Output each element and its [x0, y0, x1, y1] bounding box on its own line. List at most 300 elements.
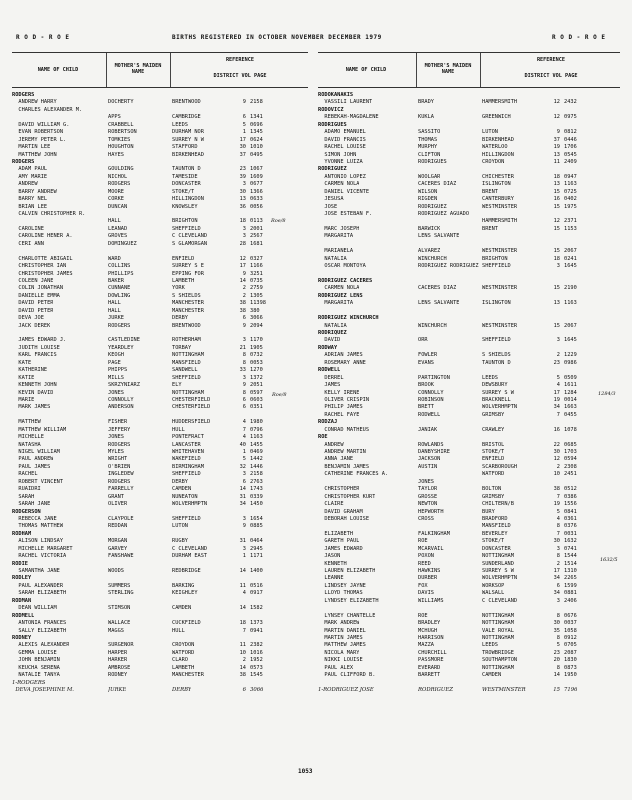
page-ref: 2432 — [564, 99, 577, 106]
district: BRIGHTON — [172, 218, 198, 225]
volume: 15 — [553, 225, 560, 232]
mother-maiden-name: CONNOLLY — [108, 396, 134, 403]
district: BRADFORD — [482, 515, 508, 522]
mother-maiden-name: BRADY — [418, 99, 434, 106]
district: SOUTHAMPTON — [482, 657, 518, 664]
register-entry — [318, 271, 620, 278]
mother-maiden-name: RODRIGUEZ — [418, 203, 447, 210]
child-name: GEMMA LOUISE — [12, 649, 57, 656]
page-ref: 7196 — [564, 687, 578, 693]
page-ref: 3066 — [250, 315, 263, 322]
child-name: VASSILI LAURENT — [318, 99, 373, 106]
child-name: MARGARITA — [318, 233, 354, 240]
register-entry — [12, 144, 308, 151]
district: BOLTON — [482, 486, 502, 493]
page-ref: 0361 — [564, 515, 577, 522]
mother-maiden-name: REDDAN — [108, 523, 128, 530]
child-name: DAVID FRANCIS — [318, 136, 366, 143]
page-ref: 0603 — [250, 396, 263, 403]
child-name: ANNA JANE — [318, 456, 354, 463]
page-ref: 1373 — [250, 620, 263, 627]
district: LEEDS — [482, 374, 498, 381]
mother-maiden-name: THOMAS — [418, 136, 438, 143]
register-entry — [318, 442, 620, 449]
mother-maiden-name: CLIFTON — [418, 151, 441, 158]
register-entry — [318, 657, 620, 664]
page-ref: 0624 — [250, 136, 263, 143]
register-entry — [12, 620, 308, 627]
child-name: COLEEN JANE — [12, 277, 54, 284]
child-name: RODIE — [12, 560, 28, 567]
district: WESTMINSTER — [482, 285, 518, 292]
surname-heading — [318, 293, 620, 300]
child-name: DEBORAH LOUISE — [318, 515, 370, 522]
volume: 30 — [239, 144, 246, 151]
surname-heading — [318, 419, 620, 426]
volume: 3 — [242, 545, 246, 552]
page-ref: 2067 — [564, 248, 577, 255]
mother-maiden-name: HARPER — [108, 649, 128, 656]
district: NOTTINGHAM — [172, 389, 204, 396]
volume: 34 — [239, 501, 246, 508]
register-entry — [12, 152, 308, 159]
district: DERBY — [172, 315, 188, 322]
mother-maiden-name: CLAYPOLE — [108, 515, 134, 522]
page-ref: 1153 — [564, 225, 577, 232]
page-ref: 0881 — [564, 590, 577, 597]
district: WATERLOO — [482, 144, 508, 151]
district: WESTMINSTER — [482, 203, 518, 210]
child-name: DAVID PETER — [12, 300, 54, 307]
register-entry — [318, 285, 620, 292]
district: SCARBOROUGH — [482, 463, 518, 470]
register-entry — [318, 427, 620, 434]
page-ref: 2409 — [564, 158, 577, 165]
register-entry — [318, 538, 620, 545]
volume: 6 — [242, 114, 246, 121]
col-reference-heading: REFERENCE — [225, 57, 255, 63]
district: TAUNTON D — [482, 359, 511, 366]
child-name: DAVID WILLIAM G. — [12, 121, 70, 128]
volume: 15 — [553, 203, 560, 210]
page-ref: 0402 — [564, 196, 577, 203]
mother-maiden-name: HAYES — [108, 151, 124, 158]
register-entry — [318, 486, 620, 493]
volume: 32 — [239, 463, 246, 470]
volume: 14 — [239, 664, 246, 671]
child-name: SAMANTHA JANE — [12, 568, 60, 574]
district: YORK — [172, 285, 185, 292]
register-entry — [12, 434, 308, 441]
page-ref: 1975 — [564, 203, 577, 210]
volume: 10 — [553, 471, 560, 478]
volume: 30 — [239, 188, 246, 195]
divider — [480, 53, 481, 87]
page-ref: 1952 — [250, 657, 263, 664]
register-entry — [12, 323, 308, 330]
register-entry — [12, 375, 308, 382]
district: WESTMINSTER — [482, 322, 518, 329]
district: BARKING — [172, 582, 195, 589]
district: BURY — [482, 508, 495, 515]
volume: 2 — [242, 292, 246, 299]
page-ref: 0841 — [564, 508, 577, 515]
register-entry — [12, 568, 308, 575]
volume: 7 — [556, 530, 560, 537]
mother-maiden-name: FOX — [418, 582, 428, 589]
page-ref: 0812 — [564, 129, 577, 136]
handwritten-note: 1284/3 — [598, 391, 616, 397]
district: BIRKENHEAD — [172, 151, 204, 158]
mother-maiden-name: CACERES DIAZ — [418, 181, 457, 188]
volume: 11 — [239, 582, 246, 589]
volume: 8 — [556, 523, 560, 530]
surname-heading — [318, 278, 620, 285]
district: C CLEVELAND — [172, 233, 208, 240]
register-entry — [318, 590, 620, 597]
page-ref: 0725 — [564, 188, 577, 195]
mother-maiden-name: KUKLA — [418, 114, 434, 121]
district: CROYDON — [482, 158, 505, 165]
mother-maiden-name: MOORE — [108, 188, 124, 195]
mother-maiden-name: SURGENOR — [108, 642, 134, 649]
register-entry — [12, 293, 308, 300]
district: CAMDEN — [172, 486, 192, 493]
register-entry — [318, 553, 620, 560]
register-entry — [318, 598, 620, 605]
district: MANCHESTER — [172, 300, 204, 307]
page-ref: 0885 — [250, 523, 263, 530]
register-entry — [12, 271, 308, 278]
child-name: KATHERINE — [12, 367, 48, 374]
district: GRIMSBY — [482, 493, 505, 500]
page-ref: 2190 — [564, 285, 577, 292]
volume: 18 — [239, 218, 246, 225]
mother-maiden-name: ROE — [418, 538, 428, 545]
child-name: CAROLINE — [12, 225, 44, 232]
volume: 38 — [239, 672, 246, 679]
district: SHEFFIELD — [172, 225, 201, 232]
district: STOKE/T — [482, 538, 505, 545]
col-reference-heading: REFERENCE — [536, 57, 566, 63]
mother-maiden-name: HALL — [108, 300, 121, 307]
district: BIRKENHEAD — [482, 136, 514, 143]
mother-maiden-name: HARRISON — [418, 634, 444, 641]
register-entry — [12, 114, 308, 121]
child-name: PHILIP JAMES — [318, 404, 363, 411]
child-name: ANDREW HARRY — [12, 99, 57, 106]
mother-maiden-name: JURKE — [108, 687, 127, 693]
district: NOTTINGHAM — [172, 352, 204, 359]
mother-maiden-name: JONES — [108, 389, 124, 396]
child-name: CATHERINE FRANCES A. — [318, 471, 389, 478]
register-entry — [12, 449, 308, 456]
page-ref: 0327 — [250, 255, 263, 262]
child-name: MATTHEW — [12, 419, 41, 426]
district: WATFORD — [172, 649, 195, 656]
child-name: CHARLES ALEXANDER M. — [12, 106, 83, 113]
mother-maiden-name: GOULDING — [108, 166, 134, 173]
volume: 36 — [239, 203, 246, 210]
district: LEEDS — [482, 642, 498, 649]
register-entry — [318, 137, 620, 144]
child-name: YVONNE LUIZA — [318, 158, 363, 165]
page-ref: 2406 — [564, 597, 577, 604]
volume: 5 — [556, 642, 560, 649]
child-name: RODHAM — [12, 530, 32, 537]
mother-maiden-name: LENS SALVANTE — [418, 300, 460, 307]
page-ref: 0873 — [564, 664, 577, 671]
child-name: JACK DEREK — [12, 322, 51, 329]
volume: 12 — [553, 99, 560, 106]
district: CANTERBURY — [482, 196, 514, 203]
surname-heading — [318, 166, 620, 173]
mother-maiden-name: JURKE — [108, 315, 124, 322]
mother-maiden-name: RODNEY — [108, 672, 128, 679]
register-entry — [12, 189, 308, 196]
child-name: MARGARITA — [318, 300, 354, 307]
register-entry — [12, 263, 308, 270]
volume: 18 — [239, 620, 246, 627]
child-name: CARMEN NOLA — [318, 285, 360, 292]
district: HILLINGDON — [172, 196, 204, 203]
district: DONCASTER — [172, 181, 201, 188]
child-name: CONRAD MATHEUS — [318, 426, 370, 433]
district: WATFORD — [482, 471, 505, 478]
register-entry — [318, 233, 620, 240]
register-entry — [318, 464, 620, 471]
district: WOLVERHMPTN — [482, 404, 518, 411]
register-entry — [12, 241, 308, 248]
volume: 14 — [239, 486, 246, 493]
volume: 35 — [553, 627, 560, 634]
mother-maiden-name: CRABBELL — [108, 121, 134, 128]
mother-maiden-name: DOMINGUEZ — [108, 240, 137, 247]
page-ref: 0512 — [564, 486, 577, 493]
mother-maiden-name: MAZZA — [418, 642, 434, 649]
district: STAFFORD — [172, 144, 198, 151]
volume: 6 — [242, 396, 246, 403]
page-ref: 0376 — [564, 523, 577, 530]
child-name: 1-RODGERS — [12, 679, 46, 686]
page-ref: 1341 — [250, 114, 263, 121]
mother-maiden-name: CASTLEDINE — [108, 337, 140, 344]
mother-maiden-name: PHIPPS — [108, 367, 128, 374]
col-maiden-heading: MOTHER'S MAIDEN NAME — [424, 63, 472, 75]
child-name: MATTHEW JAMES — [318, 642, 366, 649]
volume: 9 — [242, 382, 246, 389]
register-entry — [318, 449, 620, 456]
register-entry — [318, 256, 620, 263]
child-name: MARTIN DANIEL — [318, 627, 366, 634]
register-entry — [12, 442, 308, 449]
child-name: AMY MARIE — [12, 173, 48, 180]
page-ref: 1703 — [564, 449, 577, 455]
child-name: RODGERS — [12, 158, 35, 165]
mother-maiden-name: BRADLEY — [418, 620, 441, 627]
register-entry — [12, 285, 308, 292]
page-ref: 1016 — [250, 649, 263, 656]
child-name: ADAM PAUL — [12, 166, 48, 173]
child-name: JASON — [318, 553, 341, 560]
mother-maiden-name: WOOLGAR — [418, 173, 441, 180]
district: ROTHERHAM — [172, 337, 201, 344]
volume: 12 — [553, 114, 560, 121]
page-ref: 1284 — [564, 389, 577, 396]
mother-maiden-name: CUNNANE — [108, 285, 131, 292]
child-name: ANDREW — [12, 181, 38, 188]
register-entry — [12, 390, 308, 397]
register-entry — [12, 278, 308, 285]
register-entry — [318, 323, 620, 330]
district: DURHAM EAST — [172, 553, 208, 560]
volume: 10 — [239, 649, 246, 656]
volume: 5 — [242, 456, 246, 463]
volume: 5 — [556, 374, 560, 381]
child-name: ANDREW MARTIN — [318, 449, 366, 455]
child-name: RODRIGUEZ CACERES — [318, 277, 373, 284]
register-entry — [12, 583, 308, 590]
register-entry — [12, 419, 308, 426]
register-entry — [318, 642, 620, 649]
mother-maiden-name: FARRELLY — [108, 486, 134, 493]
volume: 18 — [553, 255, 560, 262]
mother-maiden-name: PASSMORE — [418, 657, 444, 664]
volume: 8 — [556, 553, 560, 560]
child-name: BRIAN LEE — [12, 203, 48, 210]
page-ref: 1166 — [250, 263, 263, 270]
volume: 16 — [553, 196, 560, 203]
mother-maiden-name: ROBINSON — [418, 396, 444, 403]
col-maiden-heading: MOTHER'S MAIDEN NAME — [114, 63, 162, 75]
child-name: ANTONIA FRANCES — [12, 620, 67, 627]
child-name: DAVID PETER — [12, 307, 54, 314]
child-name: CHRISTOPHER — [318, 486, 360, 493]
volume: 9 — [242, 99, 246, 106]
surname-heading — [12, 561, 308, 568]
district: SHEFFIELD — [482, 263, 511, 270]
register-entry — [318, 189, 620, 196]
mother-maiden-name: DANBYSHIRE — [418, 449, 450, 455]
district: LAMBETH — [172, 664, 195, 671]
child-name: COLIN JONATHAN — [12, 285, 64, 292]
page-ref: 1830 — [564, 657, 577, 664]
mother-maiden-name: DUNCAN — [108, 203, 128, 210]
register-entry — [318, 613, 620, 620]
page-ref: 1950 — [564, 672, 577, 679]
mother-maiden-name: KEOGH — [108, 352, 124, 359]
register-entry — [318, 575, 620, 582]
volume: 6 — [242, 315, 246, 322]
mother-maiden-name: DURBER — [418, 575, 438, 582]
mother-maiden-name: WILSON — [418, 188, 438, 195]
mother-maiden-name: STERLING — [108, 590, 134, 597]
child-name: SARAH — [12, 493, 35, 500]
district: WHITEHAVEN — [172, 449, 204, 455]
child-name: LAUREN ELIZABETH — [318, 568, 376, 574]
page-ref: 1058 — [564, 627, 577, 634]
child-name: DAVID — [318, 337, 341, 344]
mother-maiden-name: WINCHURCH — [418, 255, 447, 262]
register-entry — [12, 137, 308, 144]
register-entry — [318, 241, 620, 248]
register-entry — [318, 360, 620, 367]
page-ref: 3251 — [250, 270, 263, 277]
child-name: MARIANELA — [318, 248, 354, 255]
district: BEVERLEY — [482, 530, 508, 537]
district: WOLVERHMPTN — [172, 501, 208, 508]
volume: 23 — [553, 649, 560, 656]
register-entry — [318, 263, 620, 270]
register-entry — [318, 382, 620, 389]
surname-heading — [318, 122, 620, 129]
mother-maiden-name: MORGAN — [108, 538, 128, 545]
mother-maiden-name: PAGE — [108, 359, 121, 366]
mother-maiden-name: O'BRIEN — [108, 463, 131, 470]
page-ref: 2094 — [250, 322, 263, 329]
register-entry — [12, 464, 308, 471]
mother-maiden-name: CROSS — [418, 515, 434, 522]
volume: 2 — [556, 463, 560, 470]
page-ref: 0912 — [564, 634, 577, 641]
mother-maiden-name: DOCHERTY — [108, 99, 134, 106]
mother-maiden-name: CACERES DIAZ — [418, 285, 457, 292]
page-ref: 0339 — [250, 493, 263, 500]
district: TAMESIDE — [172, 173, 198, 180]
child-name: CHRISTOPHER JAMES — [12, 270, 73, 277]
child-name: KARL FRANCIS — [12, 352, 57, 359]
mother-maiden-name: AUSTIN — [418, 463, 438, 470]
district: C CLEVELAND — [172, 545, 208, 552]
page-ref: 0676 — [564, 612, 577, 619]
volume: 7 — [556, 411, 560, 418]
district: LUTON — [172, 523, 188, 530]
mother-maiden-name: REED — [418, 560, 431, 567]
volume: 15 — [553, 188, 560, 195]
register-entry — [12, 650, 308, 657]
child-name: RODLEY — [12, 575, 32, 582]
surname-heading — [12, 575, 308, 582]
register-entry — [318, 494, 620, 501]
child-name: RUAIDRI — [12, 486, 41, 493]
mother-maiden-name: BRETT — [418, 404, 434, 411]
register-entry — [12, 181, 308, 188]
left-column-header — [12, 52, 308, 88]
page-ref: 1632 — [564, 538, 577, 545]
mother-maiden-name: WILLIAMS — [418, 597, 444, 604]
district: SHEFFIELD — [172, 374, 201, 381]
volume: 18 — [553, 173, 560, 180]
child-name: MARC JOSEPH — [318, 225, 360, 232]
register-entry — [12, 397, 308, 404]
child-name: JOSE ESTEBAN F. — [318, 211, 373, 217]
volume: 2 — [556, 352, 560, 359]
volume: 8 — [556, 664, 560, 671]
divider — [416, 53, 417, 87]
volume: 14 — [239, 277, 246, 284]
district: DERBY — [172, 687, 192, 693]
mother-maiden-name: BAKER — [108, 277, 124, 284]
mother-maiden-name: FOWLER — [418, 352, 438, 359]
district: ENFIELD — [482, 456, 505, 463]
volume: 1 — [242, 129, 246, 136]
volume: 28 — [239, 240, 246, 247]
register-entry — [318, 546, 620, 553]
mother-maiden-name: JANIAK — [418, 426, 438, 433]
page-ref: 1450 — [250, 501, 263, 508]
volume: 3 — [242, 515, 246, 522]
district: PONTEFRACT — [172, 434, 204, 441]
